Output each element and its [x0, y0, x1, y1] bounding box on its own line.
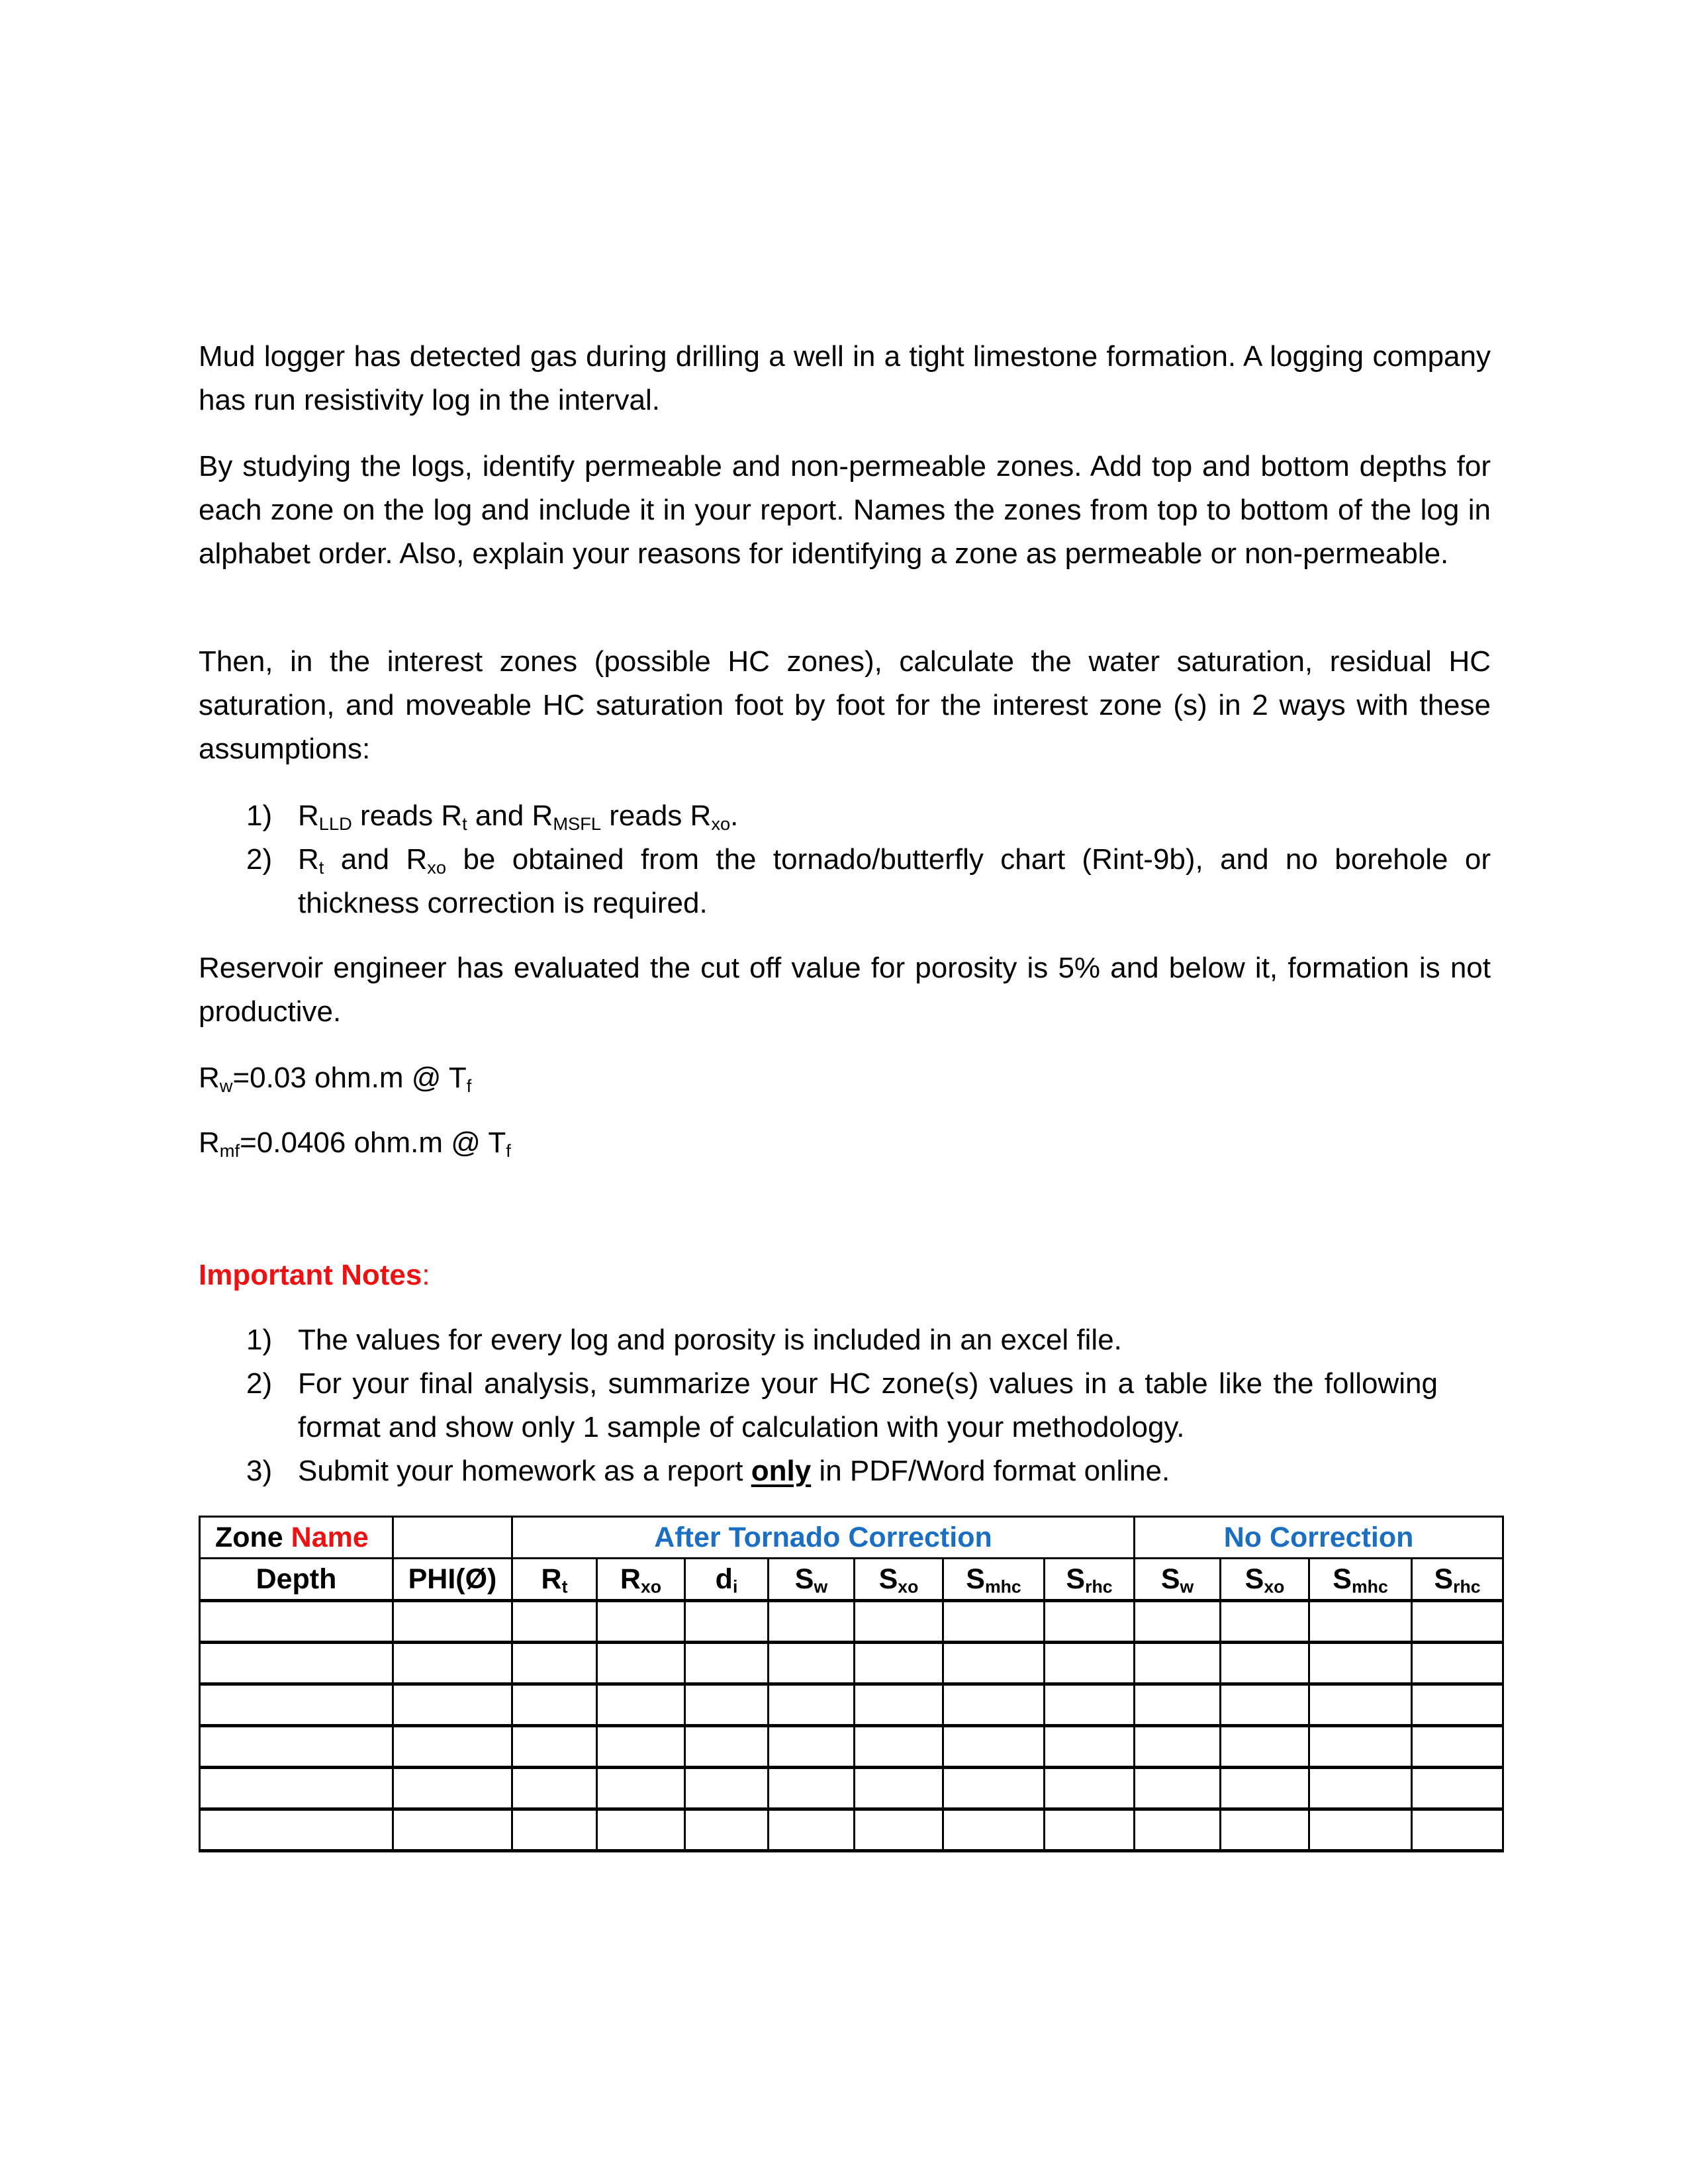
table-cell[interactable]: [1045, 1768, 1135, 1809]
after-tornado-correction-header: After Tornado Correction: [512, 1517, 1135, 1559]
subscript: mhc: [984, 1576, 1021, 1597]
table-cell[interactable]: [685, 1601, 769, 1643]
table-row: [200, 1601, 1503, 1643]
table-cell[interactable]: [200, 1768, 393, 1809]
table-cell[interactable]: [1309, 1601, 1412, 1643]
subscript: w: [219, 1075, 233, 1096]
text: Important Notes: [199, 1259, 422, 1291]
table-cell[interactable]: [1412, 1809, 1503, 1851]
column-header-smhc-nc: [1309, 1559, 1412, 1601]
table-cell[interactable]: [512, 1726, 597, 1768]
table-cell[interactable]: [1045, 1643, 1135, 1684]
table-cell[interactable]: [1135, 1726, 1221, 1768]
table-cell[interactable]: [512, 1768, 597, 1809]
subscript: t: [318, 856, 324, 878]
subscript: mhc: [1351, 1576, 1388, 1597]
table-cell[interactable]: [943, 1809, 1045, 1851]
table-row: [200, 1809, 1503, 1851]
text: S: [1066, 1563, 1086, 1595]
table-cell[interactable]: [1309, 1768, 1412, 1809]
text: d: [715, 1563, 733, 1595]
column-header-sxo-nc: [1221, 1559, 1309, 1601]
column-header-smhc: [943, 1559, 1045, 1601]
table-cell[interactable]: [1135, 1601, 1221, 1643]
table-header-row-2: [200, 1559, 1503, 1601]
text: :: [422, 1259, 430, 1291]
text: S: [1333, 1563, 1352, 1595]
column-header-di: [685, 1559, 769, 1601]
text: For your final analysis, summarize your HC zone(s) values in a table like the following format and show only 1 sample of calculation with your methodology.: [298, 1367, 1438, 1443]
table-cell[interactable]: [943, 1768, 1045, 1809]
table-cell[interactable]: [685, 1768, 769, 1809]
list-number: 1): [246, 1324, 273, 1356]
table-cell[interactable]: [855, 1643, 943, 1684]
column-header-srhc: [1045, 1559, 1135, 1601]
notes-list: [199, 1318, 1491, 1493]
subscript: xo: [640, 1576, 662, 1597]
text: R: [199, 1126, 220, 1159]
column-header-sw-nc: [1135, 1559, 1221, 1601]
subscript: mf: [219, 1140, 240, 1161]
subscript: f: [466, 1075, 472, 1096]
text: in PDF/Word format online.: [811, 1455, 1170, 1487]
rmf-value: [199, 1121, 511, 1165]
subscript: rhc: [1085, 1576, 1113, 1597]
text: S: [878, 1563, 898, 1595]
column-header-sw: [769, 1559, 855, 1601]
table-cell[interactable]: [1309, 1809, 1412, 1851]
column-header-rt: [512, 1559, 597, 1601]
table-cell[interactable]: [597, 1684, 685, 1726]
table-cell[interactable]: [1412, 1768, 1503, 1809]
subscript: MSFL: [553, 813, 602, 834]
table-cell[interactable]: [855, 1601, 943, 1643]
table-cell[interactable]: [393, 1809, 512, 1851]
table-cell[interactable]: [1221, 1768, 1309, 1809]
table-cell[interactable]: [1135, 1809, 1221, 1851]
subscript: xo: [427, 856, 447, 878]
table-cell[interactable]: [685, 1684, 769, 1726]
table-row: [200, 1726, 1503, 1768]
table-cell[interactable]: [512, 1809, 597, 1851]
empty-header-cell: [393, 1517, 512, 1559]
subscript: t: [462, 813, 467, 834]
table-cell[interactable]: [943, 1643, 1045, 1684]
column-header-srhc-nc: [1412, 1559, 1503, 1601]
table-cell[interactable]: [512, 1601, 597, 1643]
table-cell[interactable]: [769, 1643, 855, 1684]
subscript: i: [732, 1576, 738, 1597]
table-cell[interactable]: [597, 1809, 685, 1851]
subscript: t: [561, 1576, 568, 1597]
text: S: [1434, 1563, 1454, 1595]
column-header-phi: [393, 1559, 512, 1601]
column-header-depth: [200, 1559, 393, 1601]
table-cell[interactable]: [393, 1726, 512, 1768]
text: reads R: [352, 799, 463, 832]
subscript: xo: [898, 1576, 919, 1597]
table-cell[interactable]: [1221, 1809, 1309, 1851]
text: S: [794, 1563, 814, 1595]
zone-name-header: [200, 1517, 393, 1559]
table-cell[interactable]: [1221, 1684, 1309, 1726]
table-cell[interactable]: [393, 1768, 512, 1809]
text: be obtained from the tornado/butterfly chart (Rint-9b), and no borehole or thickness correction is required.: [298, 843, 1491, 919]
table-cell[interactable]: [512, 1643, 597, 1684]
intro-paragraph-1: Mud logger has detected gas during drilling a well in a tight limestone formation. A logging company has run resistivity log in the interval.: [199, 340, 1491, 416]
text: S: [966, 1563, 985, 1595]
text: Zone: [215, 1521, 291, 1553]
table-cell[interactable]: [1309, 1684, 1412, 1726]
table-cell[interactable]: [1045, 1726, 1135, 1768]
table-cell[interactable]: [200, 1809, 393, 1851]
text: Depth: [256, 1563, 337, 1595]
list-number: 2): [246, 1367, 273, 1400]
subscript: w: [814, 1576, 828, 1597]
table-cell[interactable]: [855, 1684, 943, 1726]
hc-summary-table: [199, 1516, 1504, 1852]
table-cell[interactable]: [685, 1726, 769, 1768]
intro-paragraph-2: By studying the logs, identify permeable and non-permeable zones. Add top and bottom depths for each zone on the log and include it in your report. Names the zones from top to bottom of the log in alphabet order. Also, explain your reasons for identifying a zone as permeable or non-permeable.: [199, 450, 1491, 570]
column-header-rxo: [597, 1559, 685, 1601]
text: R: [620, 1563, 641, 1595]
table-cell[interactable]: [943, 1726, 1045, 1768]
subscript: xo: [1264, 1576, 1285, 1597]
assumptions-list: [199, 794, 1491, 925]
list-number: 3): [246, 1455, 273, 1487]
text: PHI(Ø): [408, 1563, 497, 1595]
text: S: [1160, 1563, 1180, 1595]
table-cell[interactable]: [943, 1684, 1045, 1726]
table-cell[interactable]: [393, 1643, 512, 1684]
table-cell[interactable]: [1309, 1643, 1412, 1684]
text: and R: [467, 799, 553, 832]
table-cell[interactable]: [769, 1601, 855, 1643]
table-cell[interactable]: [1221, 1726, 1309, 1768]
table-cell[interactable]: [1045, 1684, 1135, 1726]
text: .: [730, 799, 739, 832]
table-cell[interactable]: [685, 1643, 769, 1684]
no-correction-header: No Correction: [1135, 1517, 1503, 1559]
table-cell[interactable]: [597, 1726, 685, 1768]
subscript: f: [506, 1140, 511, 1161]
text: R: [298, 843, 319, 876]
table-cell[interactable]: [200, 1726, 393, 1768]
table-cell[interactable]: [769, 1809, 855, 1851]
subscript: w: [1180, 1576, 1194, 1597]
note-item-1: [199, 1318, 1491, 1362]
table-cell[interactable]: [1309, 1726, 1412, 1768]
assumption-item-2: [199, 838, 1491, 925]
assumption-item-1: [199, 794, 1491, 838]
text: S: [1244, 1563, 1264, 1595]
subscript: xo: [711, 813, 731, 834]
text: =0.0406 ohm.m @ T: [240, 1126, 506, 1159]
important-notes-heading: [199, 1253, 430, 1297]
table-cell[interactable]: [1045, 1601, 1135, 1643]
table-cell[interactable]: [597, 1768, 685, 1809]
table-cell[interactable]: [1221, 1643, 1309, 1684]
table-cell[interactable]: [943, 1601, 1045, 1643]
table-cell[interactable]: [855, 1809, 943, 1851]
table-cell[interactable]: [597, 1601, 685, 1643]
subscript: rhc: [1453, 1576, 1481, 1597]
cutoff-paragraph: Reservoir engineer has evaluated the cut off value for porosity is 5% and below it, formation is not productive.: [199, 952, 1491, 1028]
table-cell[interactable]: [685, 1809, 769, 1851]
table-row: [200, 1768, 1503, 1809]
text: R: [199, 1062, 220, 1094]
subscript: LLD: [318, 813, 352, 834]
table-cell[interactable]: [1135, 1643, 1221, 1684]
table-cell[interactable]: [597, 1643, 685, 1684]
table-cell[interactable]: [200, 1601, 393, 1643]
note-item-3: [199, 1449, 1491, 1493]
emphasis-text: only: [751, 1455, 812, 1487]
table-cell[interactable]: [855, 1726, 943, 1768]
table-cell[interactable]: [1135, 1768, 1221, 1809]
table-cell[interactable]: [1412, 1643, 1503, 1684]
table-row: [200, 1684, 1503, 1726]
list-number: 1): [246, 799, 273, 832]
text: R: [298, 799, 319, 832]
table-row: [200, 1643, 1503, 1684]
table-header-row-1: [200, 1517, 1503, 1559]
text: and R: [324, 843, 428, 876]
note-item-2: [199, 1362, 1491, 1449]
table-cell[interactable]: [1221, 1601, 1309, 1643]
table-cell[interactable]: [200, 1684, 393, 1726]
table-cell[interactable]: [393, 1601, 512, 1643]
list-number: 2): [246, 843, 273, 876]
table-cell[interactable]: [512, 1684, 597, 1726]
rw-value: [199, 1056, 471, 1100]
text: =0.03 ohm.m @ T: [232, 1062, 467, 1094]
text: R: [541, 1563, 562, 1595]
table-cell[interactable]: [1412, 1726, 1503, 1768]
table-cell[interactable]: [769, 1684, 855, 1726]
table-cell[interactable]: [769, 1726, 855, 1768]
intro-paragraph-3: Then, in the interest zones (possible HC zones), calculate the water saturation, residual HC saturation, and moveable HC saturation foot by foot for the interest zone (s) in 2 ways with these assumptions:: [199, 645, 1491, 765]
table-cell[interactable]: [855, 1768, 943, 1809]
text: reads R: [601, 799, 712, 832]
table-cell[interactable]: [393, 1684, 512, 1726]
table-cell[interactable]: [1412, 1684, 1503, 1726]
text: Submit your homework as a report: [298, 1455, 751, 1487]
table-cell[interactable]: [769, 1768, 855, 1809]
column-header-sxo: [855, 1559, 943, 1601]
table-cell[interactable]: [1045, 1809, 1135, 1851]
table-body: [200, 1601, 1503, 1851]
table-cell[interactable]: [200, 1643, 393, 1684]
table-cell[interactable]: [1412, 1601, 1503, 1643]
text: Name: [291, 1521, 369, 1553]
table-cell[interactable]: [1135, 1684, 1221, 1726]
text: The values for every log and porosity is included in an excel file.: [298, 1324, 1122, 1356]
